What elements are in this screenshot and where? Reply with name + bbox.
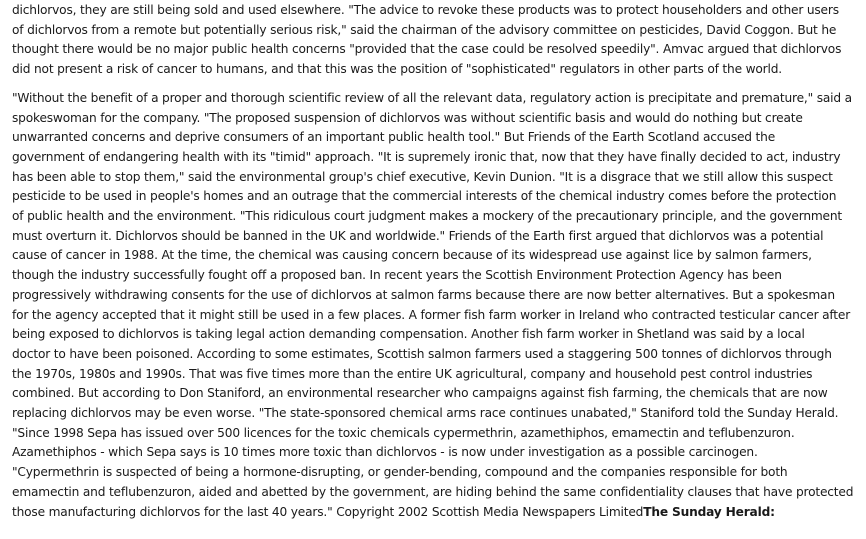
text-line: emamectin and teflubenzuron, aided and abetted by the government, are hiding behind the same confidentiality clauses that have protected <box>12 484 854 499</box>
article-paragraph-2 <box>12 89 854 522</box>
text-line: government of endangering health with its "timid" approach. "It is supremely ironic that, now that they have finally decided to act, industry <box>12 149 841 164</box>
text-line: dichlorvos, they are still being sold and used elsewhere. "The advice to revoke these products was to protect householders and other users <box>12 3 839 17</box>
text-line: combined. But according to Don Staniford, an environmental researcher who campaigns against fish farming, the chemicals that are now <box>12 386 828 401</box>
text-line: though the industry successfully fought off a proposed ban. In recent years the Scottish Environment Protection Agency has been <box>12 268 782 283</box>
text-line: progressively withdrawing consents for the use of dichlorvos at salmon farms because there are now better alternatives. But a spokesman <box>12 287 835 302</box>
text-line: unwarranted concerns and deprive consumers of an important public health tool." But Friends of the Earth Scotland accused the <box>12 130 776 145</box>
text-line: "Cypermethrin is suspected of being a hormone-disrupting, or gender-bending, compound and the companies responsible for both <box>12 465 788 480</box>
text-line: did not present a risk of cancer to humans, and that this was the position of "sophisticated" regulators in other parts of the world. <box>12 62 782 77</box>
text-line: replacing dichlorvos may be even worse. "The state-sponsored chemical arms race continues unabated," Staniford told the Sunday Herald. <box>12 406 839 421</box>
text-line: pesticide to be used in people's homes and an outrage that the commercial interests of the chemical industry comes before the protection <box>12 189 837 204</box>
text-line: must overturn it. Dichlorvos should be banned in the UK and worldwide." Friends of the Earth first argued that dichlorvos was a potential <box>12 228 824 243</box>
text-line: Azamethiphos - which Sepa says is 10 times more toxic than dichlorvos - is now under investigation as a possible carcinogen. <box>12 445 758 460</box>
text-line: has been able to stop them," said the environmental group's chief executive, Kevin Dunion. "It is a disgrace that we still allow this suspect <box>12 169 833 184</box>
text-line: "Without the benefit of a proper and thorough scientific review of all the relevant data, regulatory action is precipitate and premature," said a <box>12 90 852 105</box>
text-line: for the agency accepted that it might still be used in a few places. A former fish farm worker in Ireland who contracted testicular cancer after <box>12 307 851 322</box>
text-line: spokeswoman for the company. "The proposed suspension of dichlorvos was without scientific basis and would do nothing but create <box>12 110 803 125</box>
text-line: doctor to have been poisoned. According to some estimates, Scottish salmon farmers used a staggering 500 tonnes of dichlorvos through <box>12 346 832 361</box>
text-line: thought there would be no major public health concerns "provided that the case could be resolved speedily". Amvac argued that dichlorvos <box>12 42 842 57</box>
text-line: "Since 1998 Sepa has issued over 500 licences for the toxic chemicals cypermethrin, azamethiphos, emamectin and teflubenzuron. <box>12 425 795 440</box>
text-line: being exposed to dichlorvos is taking legal action demanding compensation. Another fish farm worker in Shetland was said by a local <box>12 327 805 342</box>
copyright-text: those manufacturing dichlorvos for the last 40 years." Copyright 2002 Scottish Media Newspapers Limited <box>12 504 644 519</box>
text-line: the 1970s, 1980s and 1990s. That was five times more than the entire UK agricultural, company and household pest control industries <box>12 366 813 381</box>
text-line: cause of cancer in 1988. At the time, the chemical was causing concern because of its widespread use against lice by salmon farmers, <box>12 248 812 263</box>
final-line <box>12 503 854 523</box>
text-line: of dichlorvos from a remote but potentially serious risk," said the chairman of the advisory committee on pesticides, David Coggon. But he <box>12 22 837 37</box>
text-line: of public health and the environment. "This ridiculous court judgment makes a mockery of the precautionary principle, and the government <box>12 209 843 224</box>
article-paragraph-1 <box>12 1 854 80</box>
source-label: The Sunday Herald: <box>643 504 775 519</box>
